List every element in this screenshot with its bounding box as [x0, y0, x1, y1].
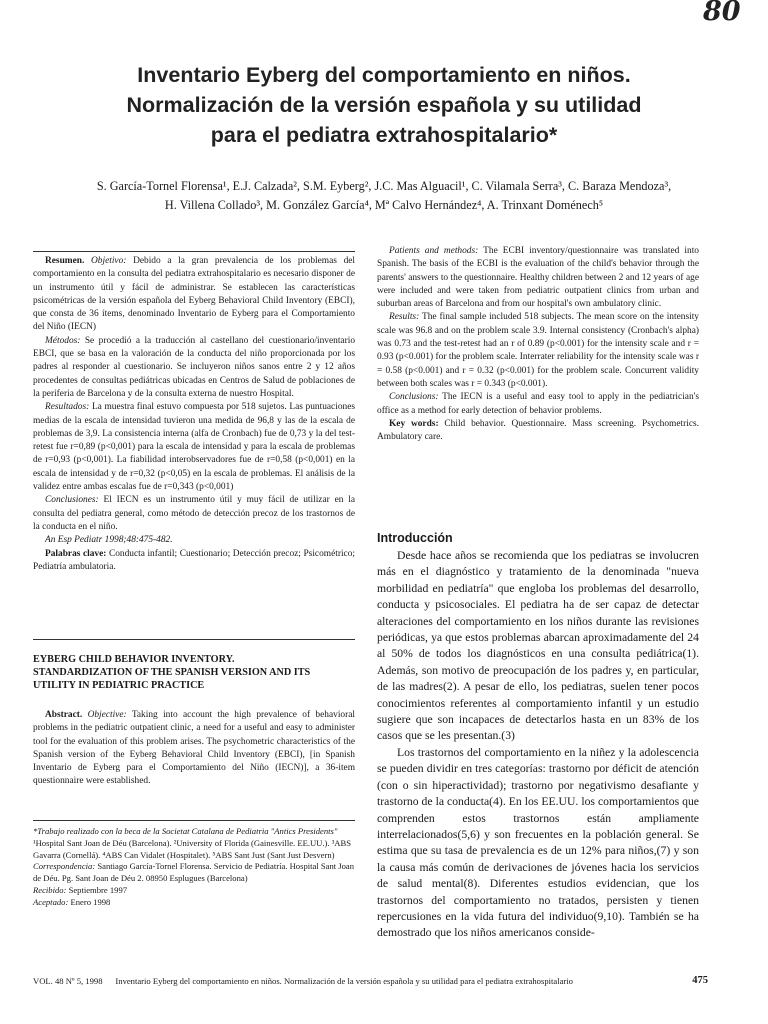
abstract-objective-section — [33, 709, 355, 789]
english-title-line: STANDARDIZATION OF THE SPANISH VERSION AND ITS — [33, 667, 311, 678]
title-line: Inventario Eyberg del comportamiento en niños. — [137, 63, 631, 87]
affiliations-note: ¹Hospital Sant Joan de Déu (Barcelona). ²University of Florida (Gainesville. EE.UU.). ³ABS Gavarra (Cornellá). ⁴ABS Can Vidalet (Hospitalet). ⁵ABS Sant Just (Sant Just Desvern) — [33, 837, 351, 860]
english-title — [33, 653, 355, 692]
divider — [33, 639, 355, 640]
received-date: Septiembre 1997 — [68, 884, 128, 895]
conclusiones-label: Conclusiones: — [45, 495, 99, 506]
resultados-label: Resultados: — [45, 402, 90, 413]
correspondence-note — [33, 861, 355, 885]
resumen-section — [33, 255, 355, 574]
funding-note: *Trabajo realizado con la beca de la Societat Catalana de Pediatria "Antics Presidents" — [33, 826, 338, 836]
conclusions-label: Conclusions: — [389, 392, 439, 403]
resumen-label: Resumen. — [45, 256, 85, 266]
intro-paragraph: Desde hace años se recomienda que los pediatras se involucren más en el diagnóstico y tratamiento de la denominada "nueva morbilidad en pediatría" que engloba los problemas del desarrollo, conducta y psicosociales. El pediatra ha de ser capaz de detectar alteraciones del comportamiento en los niños durante las revisiones periódicas, ya que estos problemas abarcan aproximadamente del 24 al 50% de todos los diagnósticos en una consulta pediátrica(1). Además, son motivo de preocupación de los padres y, en particular, de las madres(2). A pesar de ello, los pediatras, suelen tener pocos conocimientos referentes al comportamiento infantil y un estudio sugiere que son incapaces de detectarlos hasta en un 83% de los casos que se les presentan.(3) — [377, 549, 699, 743]
handwritten-page-mark: 80 — [703, 0, 741, 27]
objetivo-text: Debido a la gran prevalencia de los problemas del comportamiento en la consulta del pediatra extrahospitalario es necesario disponer de un instrumento útil y fácil de administrar. Se establecen las características psicométricas de la versión española del Eyberg Behavioral Child Inventory (EBCI), que consta de 36 ítems, denominado Inventario de Eyberg para el Comportamiento del Niño (IECN) — [33, 256, 356, 333]
title-line: para el pediatra extrahospitalario* — [210, 123, 558, 147]
running-title: Inventario Eyberg del comportamiento en niños. Normalización de la versión española y su utilidad para el pediatra extrahospitalario — [115, 976, 573, 986]
received-label: Recibido: — [33, 884, 67, 895]
title-line: Normalización de la versión española y su utilidad — [126, 93, 642, 117]
page-number: 475 — [692, 975, 708, 986]
accepted-note — [33, 897, 355, 909]
authors-line: H. Villena Collado³, M. González García⁴, Mª Calvo Hernández⁴, A. Trinxant Doménech⁵ — [164, 198, 604, 212]
divider — [33, 251, 355, 252]
journal-citation: An Esp Pediatr 1998;48:475-482. — [45, 535, 173, 546]
objetivo-label: Objetivo: — [91, 256, 127, 266]
footnotes — [33, 826, 355, 909]
abstract-continued — [377, 245, 699, 444]
page-footer — [33, 976, 708, 986]
abstract-conclusions — [377, 391, 699, 418]
abstract-methods — [377, 245, 699, 311]
palabras-label: Palabras clave: — [45, 548, 107, 559]
resumen-conclusiones — [33, 494, 355, 534]
english-title-line: EYBERG CHILD BEHAVIOR INVENTORY. — [33, 654, 235, 665]
keywords-label: Key words: — [389, 418, 439, 429]
keywords-text: Child behavior. Questionnaire. Mass screening. Psychometrics. Ambulatory care. — [377, 418, 699, 443]
author-list — [30, 177, 738, 215]
objective-text: Taking into account the high prevalence of behavioral problems in the pediatric outpatient clinic, a need for a useful and easy to administer tool for the evaluation of this problem arises. The psychometric characteristics of the Spanish version of the Eyberg Behavioral Child Inventory (EBCI), [in Spanish Inventario de Eyberg para el Comportamiento del Niño (IECN)], a 36-item questionnaire were established. — [33, 710, 355, 787]
key-words — [377, 418, 699, 445]
resumen-resultados — [33, 401, 355, 494]
resultados-text: La muestra final estuvo compuesta por 518 sujetos. Las puntuaciones medias de la escala de intensidad tuvieron una medida de 96,8 y las de la escala de problemas de 3,9. La consistencia interna (alfa de Cronbach) fue de 0,73 y la del test-retest fue r=0,89 (p<0,001) para la escala de intensidad y para la escala de problemas de r=0,93 (p<0,001). La fiabilidad interobservadores fue de r=0,58 (p<0,001) en la escala de intensidad y de r=0,32 (p<0,05) en la escala de problemas. El análisis de la validez entre ambas escalas fue de r=0,343 (p<0,001) — [33, 402, 356, 493]
section-heading: Introducción — [377, 531, 453, 545]
methods-text: The ECBI inventory/questionnaire was translated into Spanish. The basis of the ECBI is the evaluation of the child's behavior through the parents' answers to the questionnaire. Healthy children between 2 and 12 years of age were included and were taken from pediatric outpatient clinics from urban and suburban areas of Barcelona and from our hospital's own ambulatory clinic. — [377, 246, 699, 310]
conclusions-text: The IECN is a useful and easy tool to apply in the pediatrician's office as a method for early detection of behavior problems. — [377, 392, 699, 416]
divider — [33, 820, 355, 821]
intro-paragraph: Los trastornos del comportamiento en la niñez y la adolescencia se pueden dividir en tres categorías: trastorno por déficit de atención (con o sin hiperactividad); trastorno por negativismo desafiante y trastorno de la conducta(4). En los EE.UU. los comportamientos que comprenden estos trastornos están ampliamente interrelacionados(5,6) y son frecuentes en la población general. Se estima que su tasa de prevalencia es de un 12% para niños,(7) y son la causa más común de derivaciones de jóvenes hacia los servicios de salud mental(8). Diferentes estudios evidencian, que los trastornos del comportamiento no tratados, persisten y tienen repercusiones en la vida futura del individuo(9,10). También se ha demostrado que los niños americanos conside- — [377, 745, 699, 940]
results-text: The final sample included 518 subjects. The mean score on the intensity scale was 96.8 and on the problem scale 3.9. Internal consistency (Cronbach's alpha) was 0.73 and the test-retest had an r of 0.89 (p<0.001) for the intensity scale and r = 0.93 (p<0.001) for the problem scale. Interrater reliability for the intensity scale was r = 0.58 (p<0.001) and r = 0.32 (p<0.001) for the problem scale. Concurrent validity between both scales was r = 0.343 (p<0.001). — [377, 312, 699, 389]
article-title — [30, 60, 738, 150]
palabras-text: Conducta infantil; Cuestionario; Detección precoz; Psicométrico; Pediatría ambulatoria. — [33, 548, 356, 572]
abstract-objective — [33, 709, 355, 789]
metodos-label: Métodos: — [45, 335, 81, 346]
abstract-label: Abstract. — [45, 710, 83, 720]
palabras-clave — [33, 548, 355, 575]
authors-line: S. García-Tornel Florensa¹, E.J. Calzada², S.M. Eyberg², J.C. Mas Alguacil¹, C. Vilamala Serra³, C. Baraza Mendoza³, — [96, 179, 672, 193]
objective-label: Objective: — [87, 710, 127, 720]
results-label: Results: — [389, 312, 420, 323]
correspondence-text: Santiago García-Tornel Florensa. Servicio de Pediatría. Hospital Sant Joan de Déu. Pg. Sant Joan de Déu 2. 08950 Esplugues (Barcelona) — [33, 861, 355, 884]
methods-label: Patients and methods: — [389, 246, 479, 256]
abstract-results — [377, 311, 699, 391]
accepted-date: Enero 1998 — [70, 896, 111, 907]
received-note — [33, 885, 355, 897]
english-title-line: UTILITY IN PEDIATRIC PRACTICE — [33, 680, 205, 691]
correspondence-label: Correspondencia: — [33, 861, 96, 872]
volume-info: VOL. 48 Nº 5, 1998 — [33, 976, 103, 986]
resumen-metodos — [33, 335, 355, 401]
accepted-label: Aceptado: — [33, 896, 69, 907]
conclusiones-text: El IECN es un instrumento útil y muy fácil de utilizar en la consulta del pediatra general, como método de detección precoz de los trastornos de la conducta en el niño. — [33, 495, 356, 532]
metodos-text: Se procedió a la traducción al castellano del cuestionario/inventario EBCI, que se basa en la valoración de la conducta del niño proporcionada por los padres al responder al cuestionario. Se incluyeron niños sanos entre 2 y 12 años procedentes de consultas pediátricas ubicadas en Centros de Salud de poblaciones de la periferia de Barcelona y de la consulta externa de nuestro Hospital. — [33, 335, 356, 399]
resumen-objetivo — [33, 255, 355, 335]
introduction-body — [377, 548, 699, 942]
